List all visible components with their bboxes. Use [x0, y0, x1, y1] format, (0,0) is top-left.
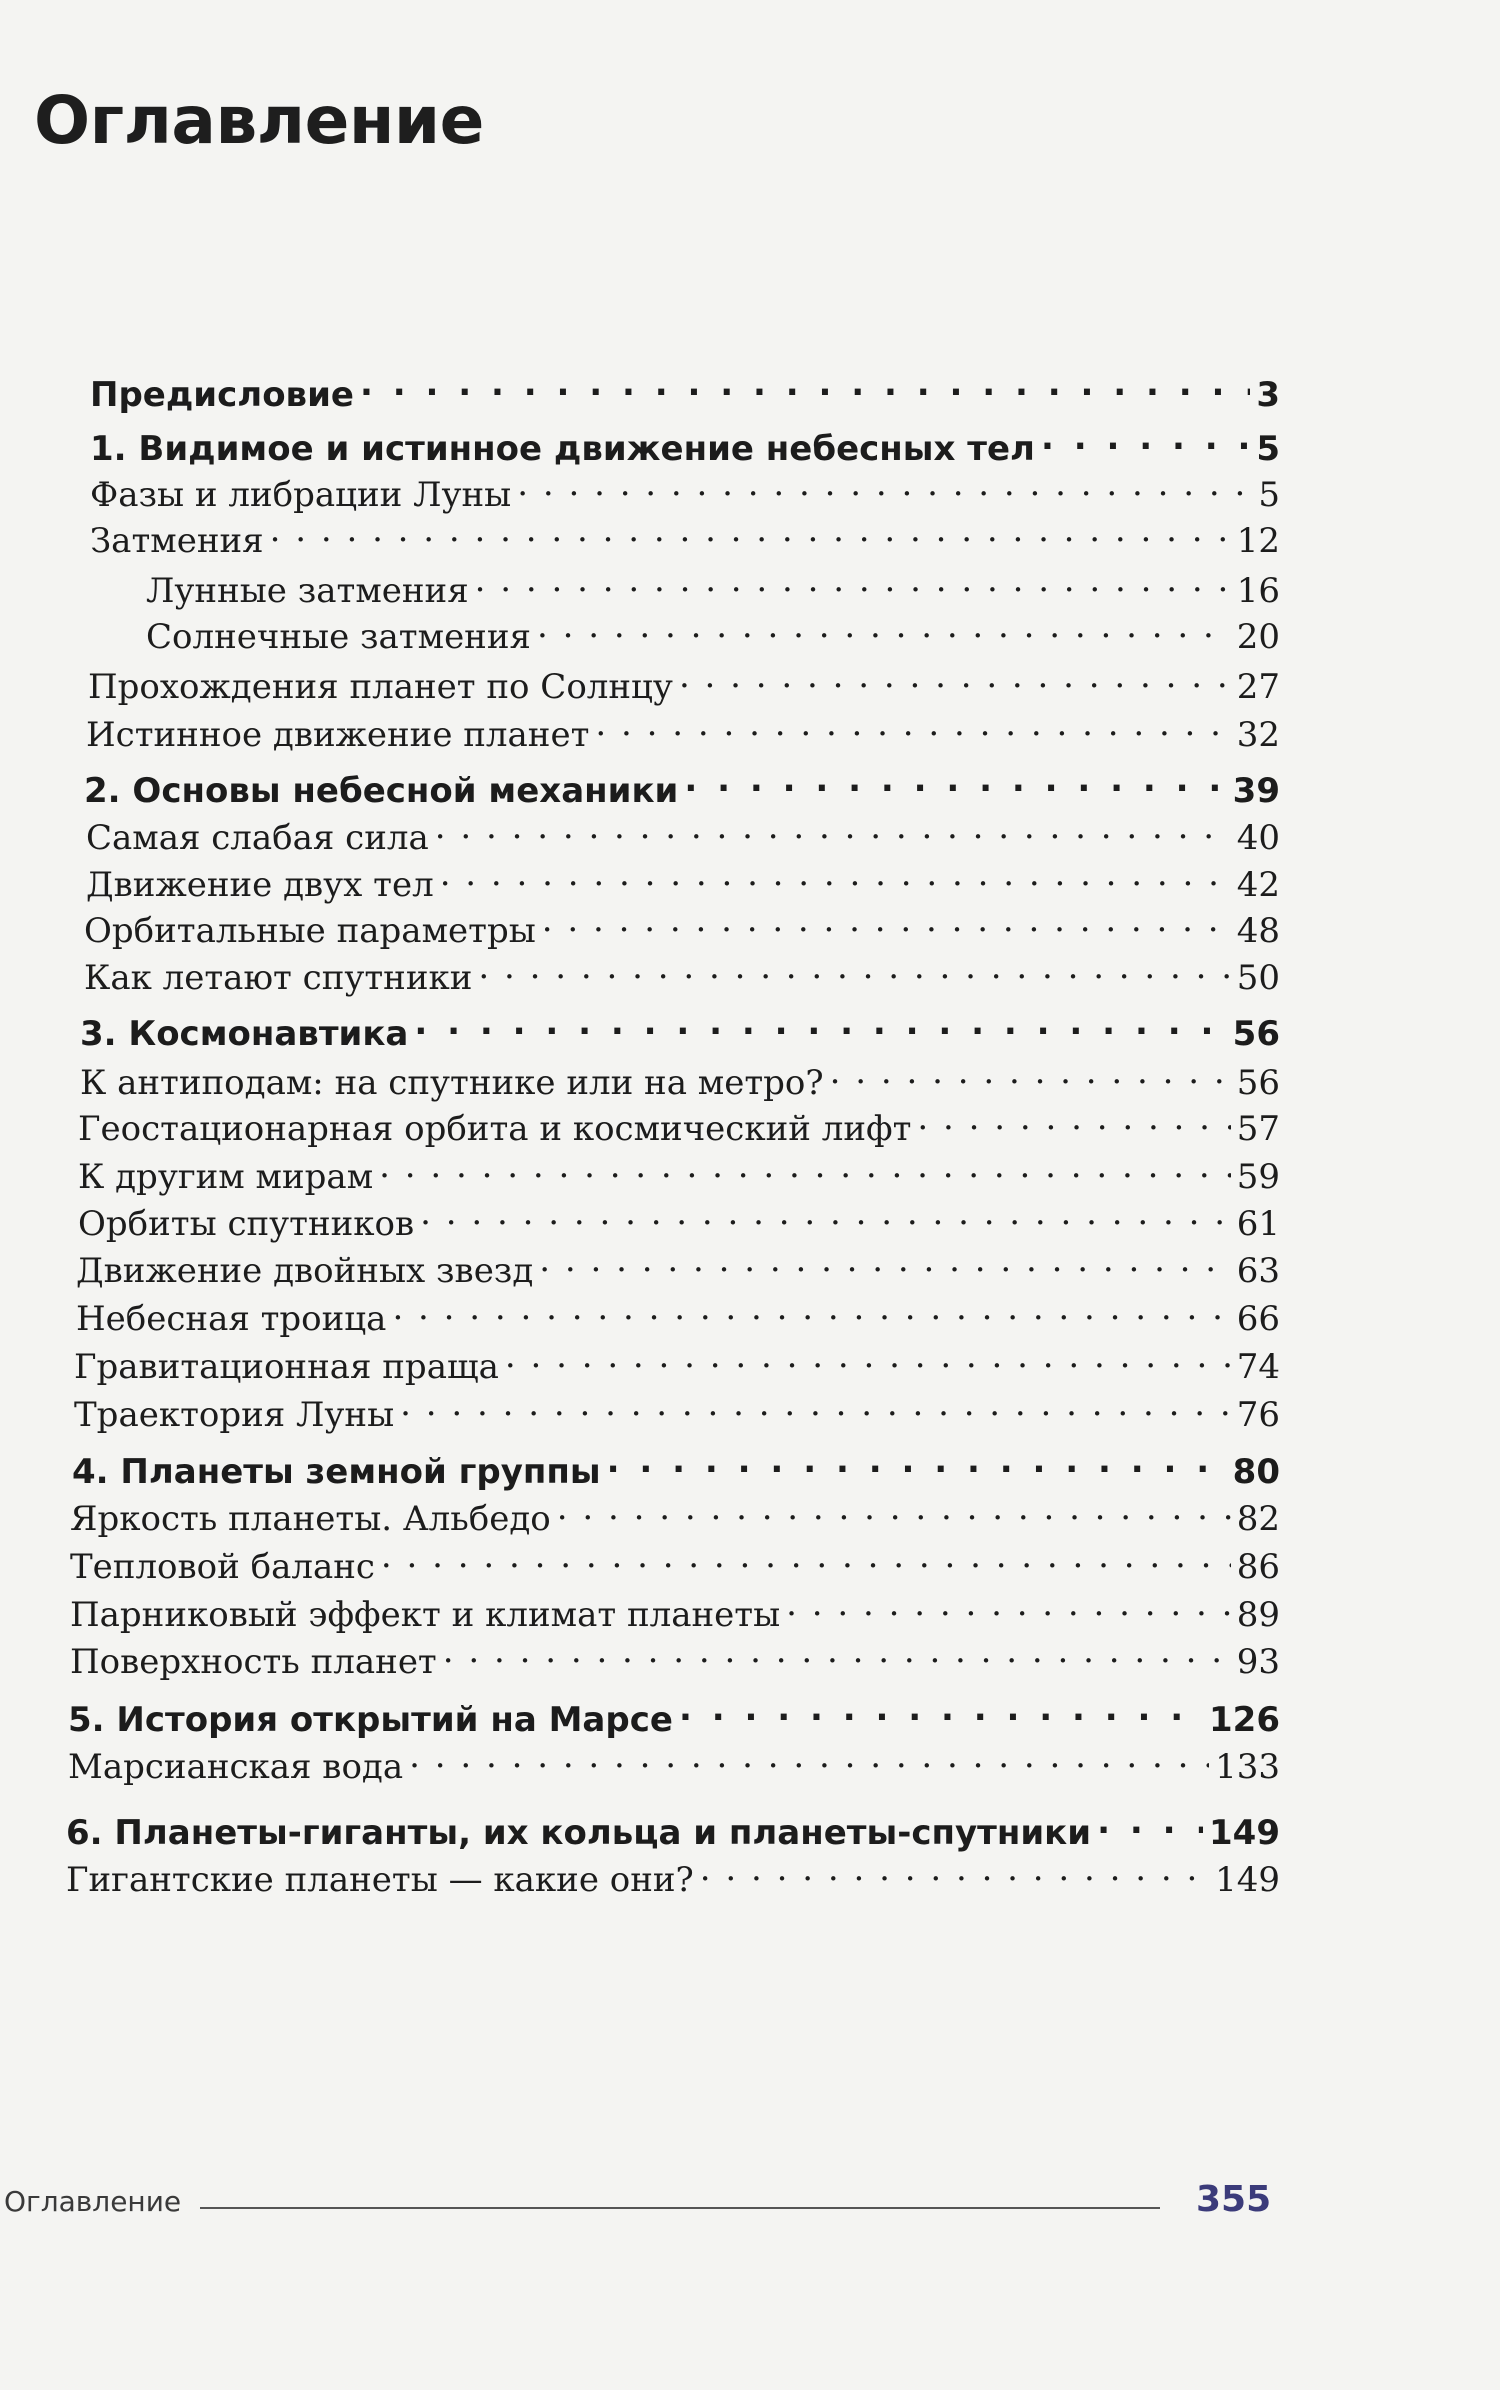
toc-entry-title: Орбитальные параметры	[84, 911, 536, 951]
toc-entry-page-number: 20	[1236, 617, 1280, 657]
toc-entry[interactable]	[88, 664, 1280, 707]
toc-entry-page-number: 12	[1236, 521, 1280, 561]
dot-leader	[381, 1544, 1231, 1578]
dot-leader	[679, 1697, 1203, 1731]
toc-entry-page-number: 59	[1236, 1157, 1280, 1197]
toc-entry-page-number: 61	[1236, 1204, 1280, 1244]
toc-entry[interactable]	[78, 1201, 1280, 1244]
page-footer	[0, 2179, 1500, 2235]
toc-entry-page-number: 40	[1236, 818, 1280, 858]
toc-entry-title: Тепловой баланс	[70, 1547, 375, 1587]
toc-entry-title: Движение двух тел	[86, 865, 434, 905]
toc-entry-page-number: 50	[1236, 958, 1280, 998]
toc-entry[interactable]	[74, 1344, 1280, 1387]
dot-leader	[414, 1011, 1226, 1045]
toc-entry[interactable]	[76, 1296, 1280, 1339]
toc-entry-title: Марсианская вода	[68, 1747, 404, 1787]
toc-entry[interactable]	[70, 1496, 1280, 1539]
toc-entry[interactable]	[90, 518, 1280, 561]
toc-entry-title: Как летают спутники	[84, 958, 473, 998]
toc-entry-page-number: 66	[1236, 1299, 1280, 1339]
toc-entry-page-number: 5	[1256, 429, 1280, 469]
toc-entry-title: Самая слабая сила	[86, 818, 429, 858]
dot-leader	[409, 1744, 1209, 1778]
dot-leader	[400, 1392, 1231, 1426]
dot-leader	[505, 1344, 1231, 1378]
toc-entry[interactable]	[68, 1744, 1280, 1787]
toc-entry[interactable]	[68, 1697, 1280, 1740]
toc-entry-page-number: 27	[1236, 667, 1280, 707]
toc-entry-page-number: 82	[1236, 1499, 1280, 1539]
toc-entry[interactable]	[146, 568, 1280, 611]
dot-leader	[786, 1592, 1231, 1626]
toc-entry[interactable]	[90, 426, 1280, 469]
toc-entry[interactable]	[146, 614, 1280, 657]
dot-leader	[475, 568, 1231, 602]
toc-entry-page-number: 56	[1236, 1063, 1280, 1103]
toc-entry-title: Солнечные затмения	[146, 617, 531, 657]
dot-leader	[443, 1639, 1231, 1673]
toc-entry-title: Затмения	[90, 521, 264, 561]
toc-entry-page-number: 86	[1236, 1547, 1280, 1587]
toc-entry-title: 1. Видимое и истинное движение небесных тел	[90, 429, 1035, 469]
dot-leader	[830, 1060, 1231, 1094]
toc-entry-page-number: 32	[1236, 715, 1280, 755]
toc-entry-title: 2. Основы небесной механики	[84, 771, 679, 811]
dot-leader	[700, 1857, 1209, 1891]
toc-entry[interactable]	[90, 372, 1280, 415]
toc-entry-title: Яркость планеты. Альбедо	[70, 1499, 551, 1539]
dot-leader	[360, 372, 1250, 406]
page-title: Оглавление	[34, 82, 484, 159]
toc-entry-title: Предисловие	[90, 375, 354, 415]
dot-leader	[392, 1296, 1230, 1330]
toc-entry-page-number: 48	[1236, 911, 1280, 951]
dot-leader	[440, 862, 1231, 896]
toc-entry[interactable]	[78, 1106, 1280, 1149]
toc-entry[interactable]	[74, 1392, 1280, 1435]
dot-leader	[557, 1496, 1231, 1530]
footer-section-label: Оглавление	[4, 2185, 182, 2218]
toc-entry[interactable]	[84, 768, 1280, 811]
toc-entry-title: К антиподам: на спутнике или на метро?	[80, 1063, 824, 1103]
toc-entry-page-number: 149	[1209, 1813, 1280, 1853]
toc-entry-title: Движение двойных звезд	[76, 1251, 534, 1291]
toc-entry-title: Орбиты спутников	[78, 1204, 415, 1244]
toc-entry[interactable]	[78, 1154, 1280, 1197]
toc-entry-title: Фазы и либрации Луны	[90, 475, 512, 515]
toc-entry-title: К другим мирам	[78, 1157, 374, 1197]
toc-entry-page-number: 126	[1209, 1700, 1280, 1740]
toc-entry-title: 4. Планеты земной группы	[72, 1452, 601, 1492]
dot-leader	[542, 908, 1231, 942]
toc-entry-title: Траектория Луны	[74, 1395, 395, 1435]
toc-entry-page-number: 3	[1256, 375, 1280, 415]
toc-entry[interactable]	[70, 1544, 1280, 1587]
toc-entry[interactable]	[80, 1060, 1280, 1103]
toc-entry-title: Геостационарная орбита и космический лифт	[78, 1109, 912, 1149]
toc-entry[interactable]	[66, 1810, 1280, 1853]
toc-entry-title: 6. Планеты-гиганты, их кольца и планеты-спутники	[66, 1813, 1092, 1853]
toc-entry-title: Гигантские планеты — какие они?	[66, 1860, 694, 1900]
toc-entry-page-number: 39	[1232, 771, 1280, 811]
footer-rule	[200, 2207, 1160, 2209]
toc-entry-page-number: 74	[1236, 1347, 1280, 1387]
dot-leader	[679, 664, 1231, 698]
dot-leader	[537, 614, 1231, 648]
dot-leader	[607, 1449, 1227, 1483]
toc-entry[interactable]	[84, 955, 1280, 998]
toc-entry[interactable]	[84, 908, 1280, 951]
dot-leader	[1097, 1810, 1203, 1844]
toc-entry[interactable]	[66, 1857, 1280, 1900]
dot-leader	[435, 815, 1231, 849]
dot-leader	[517, 472, 1252, 506]
toc-entry-page-number: 57	[1236, 1109, 1280, 1149]
toc-entry-page-number: 133	[1215, 1747, 1280, 1787]
toc-entry[interactable]	[90, 472, 1280, 515]
toc-entry-page-number: 80	[1232, 1452, 1280, 1492]
toc-entry-title: Парниковый эффект и климат планеты	[70, 1595, 781, 1635]
toc-entry-page-number: 42	[1236, 865, 1280, 905]
toc-entry[interactable]	[80, 1011, 1280, 1054]
dot-leader	[595, 712, 1230, 746]
footer-page-number: 355	[1196, 2179, 1272, 2220]
toc-entry-title: Поверхность планет	[70, 1642, 437, 1682]
toc-entry-title: Лунные затмения	[146, 571, 469, 611]
toc-entry[interactable]	[70, 1639, 1280, 1682]
dot-leader	[917, 1106, 1230, 1140]
dot-leader	[270, 518, 1231, 552]
dot-leader	[420, 1201, 1231, 1235]
toc-entry[interactable]	[76, 1248, 1280, 1291]
toc-entry[interactable]	[70, 1592, 1280, 1635]
dot-leader	[539, 1248, 1230, 1282]
toc-entry-title: 5. История открытий на Марсе	[68, 1700, 673, 1740]
toc-entry-title: Прохождения планет по Солнцу	[88, 667, 673, 707]
dot-leader	[379, 1154, 1231, 1188]
toc-entry[interactable]	[86, 815, 1280, 858]
toc-entry-page-number: 5	[1258, 475, 1280, 515]
toc-entry-title: 3. Космонавтика	[80, 1014, 409, 1054]
dot-leader	[478, 955, 1230, 989]
toc-entry[interactable]	[86, 712, 1280, 755]
dot-leader	[684, 768, 1226, 802]
toc-entry[interactable]	[72, 1449, 1280, 1492]
dot-leader	[1041, 426, 1250, 460]
toc-entry-page-number: 149	[1215, 1860, 1280, 1900]
toc-entry-title: Небесная троица	[76, 1299, 387, 1339]
toc-entry-page-number: 63	[1236, 1251, 1280, 1291]
toc-entry[interactable]	[86, 862, 1280, 905]
toc-entry-page-number: 76	[1236, 1395, 1280, 1435]
toc-entry-page-number: 89	[1236, 1595, 1280, 1635]
toc-entry-title: Гравитационная праща	[74, 1347, 499, 1387]
toc-entry-page-number: 56	[1232, 1014, 1280, 1054]
toc-entry-page-number: 16	[1236, 571, 1280, 611]
toc-entry-title: Истинное движение планет	[86, 715, 590, 755]
toc-entry-page-number: 93	[1236, 1642, 1280, 1682]
